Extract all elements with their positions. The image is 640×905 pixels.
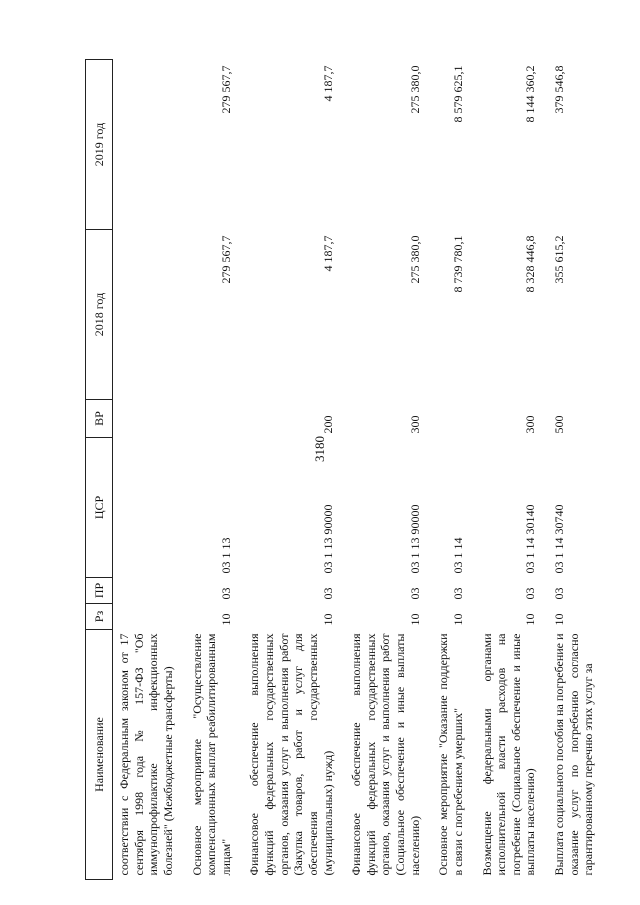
row-2018: 355 615,2 xyxy=(552,235,566,284)
row-2018: 279 567,7 xyxy=(218,235,233,284)
row-2018: 275 380,0 xyxy=(407,235,422,284)
table-row xyxy=(239,60,341,880)
row-vr: 200 xyxy=(320,415,335,434)
row-2019: 8 579 625,1 xyxy=(450,65,465,123)
row-csr: 03 1 13 xyxy=(218,537,233,574)
row-pr: 03 xyxy=(218,587,233,600)
row-rz: 10 xyxy=(407,613,422,626)
row-csr: 03 1 14 30140 xyxy=(523,504,538,574)
table-row xyxy=(544,60,602,880)
row-vr: 500 xyxy=(552,415,566,434)
row-2019: 379 546,8 xyxy=(552,65,566,114)
table-row xyxy=(341,60,428,880)
row-csr: 03 1 14 30740 xyxy=(552,504,566,574)
row-2018 xyxy=(113,230,182,400)
table-row xyxy=(113,60,182,880)
header-vr: ВР xyxy=(86,400,113,438)
table-header-row xyxy=(86,60,113,880)
row-csr xyxy=(113,438,182,578)
row-csr: 03 1 13 90000 xyxy=(407,504,422,574)
row-2019: 4 187,7 xyxy=(320,65,335,102)
row-rz: 10 xyxy=(523,613,538,626)
row-vr xyxy=(182,400,240,438)
row-rz: 10 xyxy=(218,613,233,626)
row-rz: 10 xyxy=(320,613,335,626)
header-rz: Рз xyxy=(86,604,113,630)
header-pr: ПР xyxy=(86,578,113,604)
row-pr: 03 xyxy=(523,587,538,600)
row-vr: 300 xyxy=(407,415,422,434)
row-name: Финансовое обеспечение выполнения функций федеральных государственных органов, оказания услуг и выполнения работ (Закупка товаров, работ и услуг для обеспечения государственных (муниципальных) нужд) xyxy=(247,633,335,876)
row-pr: 03 xyxy=(407,587,422,600)
row-name: соответствии с Федеральным законом от 17 сентября 1998 года № 157-ФЗ "Об иммунопрофилактике инфекционных болезней" (Межбюджетные трансферты) xyxy=(117,633,175,876)
row-vr xyxy=(428,400,471,438)
row-pr xyxy=(113,578,182,604)
header-year-2018: 2018 год xyxy=(86,230,113,400)
budget-table xyxy=(85,59,602,880)
row-2019: 275 380,0 xyxy=(407,65,422,114)
table-row xyxy=(182,60,240,880)
budget-table-frame xyxy=(85,60,625,880)
row-2018: 8 328 446,8 xyxy=(523,235,538,293)
row-rz: 10 xyxy=(450,613,465,626)
table-row xyxy=(428,60,471,880)
page-number: 3180 xyxy=(312,436,327,462)
row-2019: 279 567,7 xyxy=(218,65,233,114)
row-vr xyxy=(113,400,182,438)
table-row xyxy=(472,60,545,880)
row-pr: 03 xyxy=(552,587,566,600)
row-rz xyxy=(113,604,182,630)
row-vr: 300 xyxy=(523,415,538,434)
row-csr: 03 1 13 90000 xyxy=(320,504,335,574)
header-csr: ЦСР xyxy=(86,438,113,578)
row-pr: 03 xyxy=(450,587,465,600)
row-name: Основное мероприятие "Оказание поддержки в связи с погребением умерших" xyxy=(436,633,465,876)
row-name: Финансовое обеспечение выполнения функций федеральных государственных органов, оказания услуг и выполнения работ (Социальное обеспечение и иные выплаты населению) xyxy=(349,633,422,876)
row-rz: 10 xyxy=(552,613,566,626)
row-2019: 8 144 360,2 xyxy=(523,65,538,123)
row-pr: 03 xyxy=(320,587,335,600)
row-name: Основное мероприятие "Осуществление компенсационных выплат реабилитированным лицам" xyxy=(189,633,233,876)
row-name: Выплата социального пособия на погребение и оказание услуг по погребению согласно гарантированному перечню этих услуг за xyxy=(552,633,596,876)
header-year-2019: 2019 год xyxy=(86,60,113,230)
row-name: Возмещение федеральными органами исполнительной власти расходов на погребение (Социальное обеспечение и иные выплаты населению) xyxy=(479,633,538,876)
row-csr: 03 1 14 xyxy=(450,537,465,574)
row-2019 xyxy=(113,60,182,230)
row-2018: 8 739 780,1 xyxy=(450,235,465,293)
row-2018: 4 187,7 xyxy=(320,235,335,272)
header-name: Наименование xyxy=(86,630,113,880)
